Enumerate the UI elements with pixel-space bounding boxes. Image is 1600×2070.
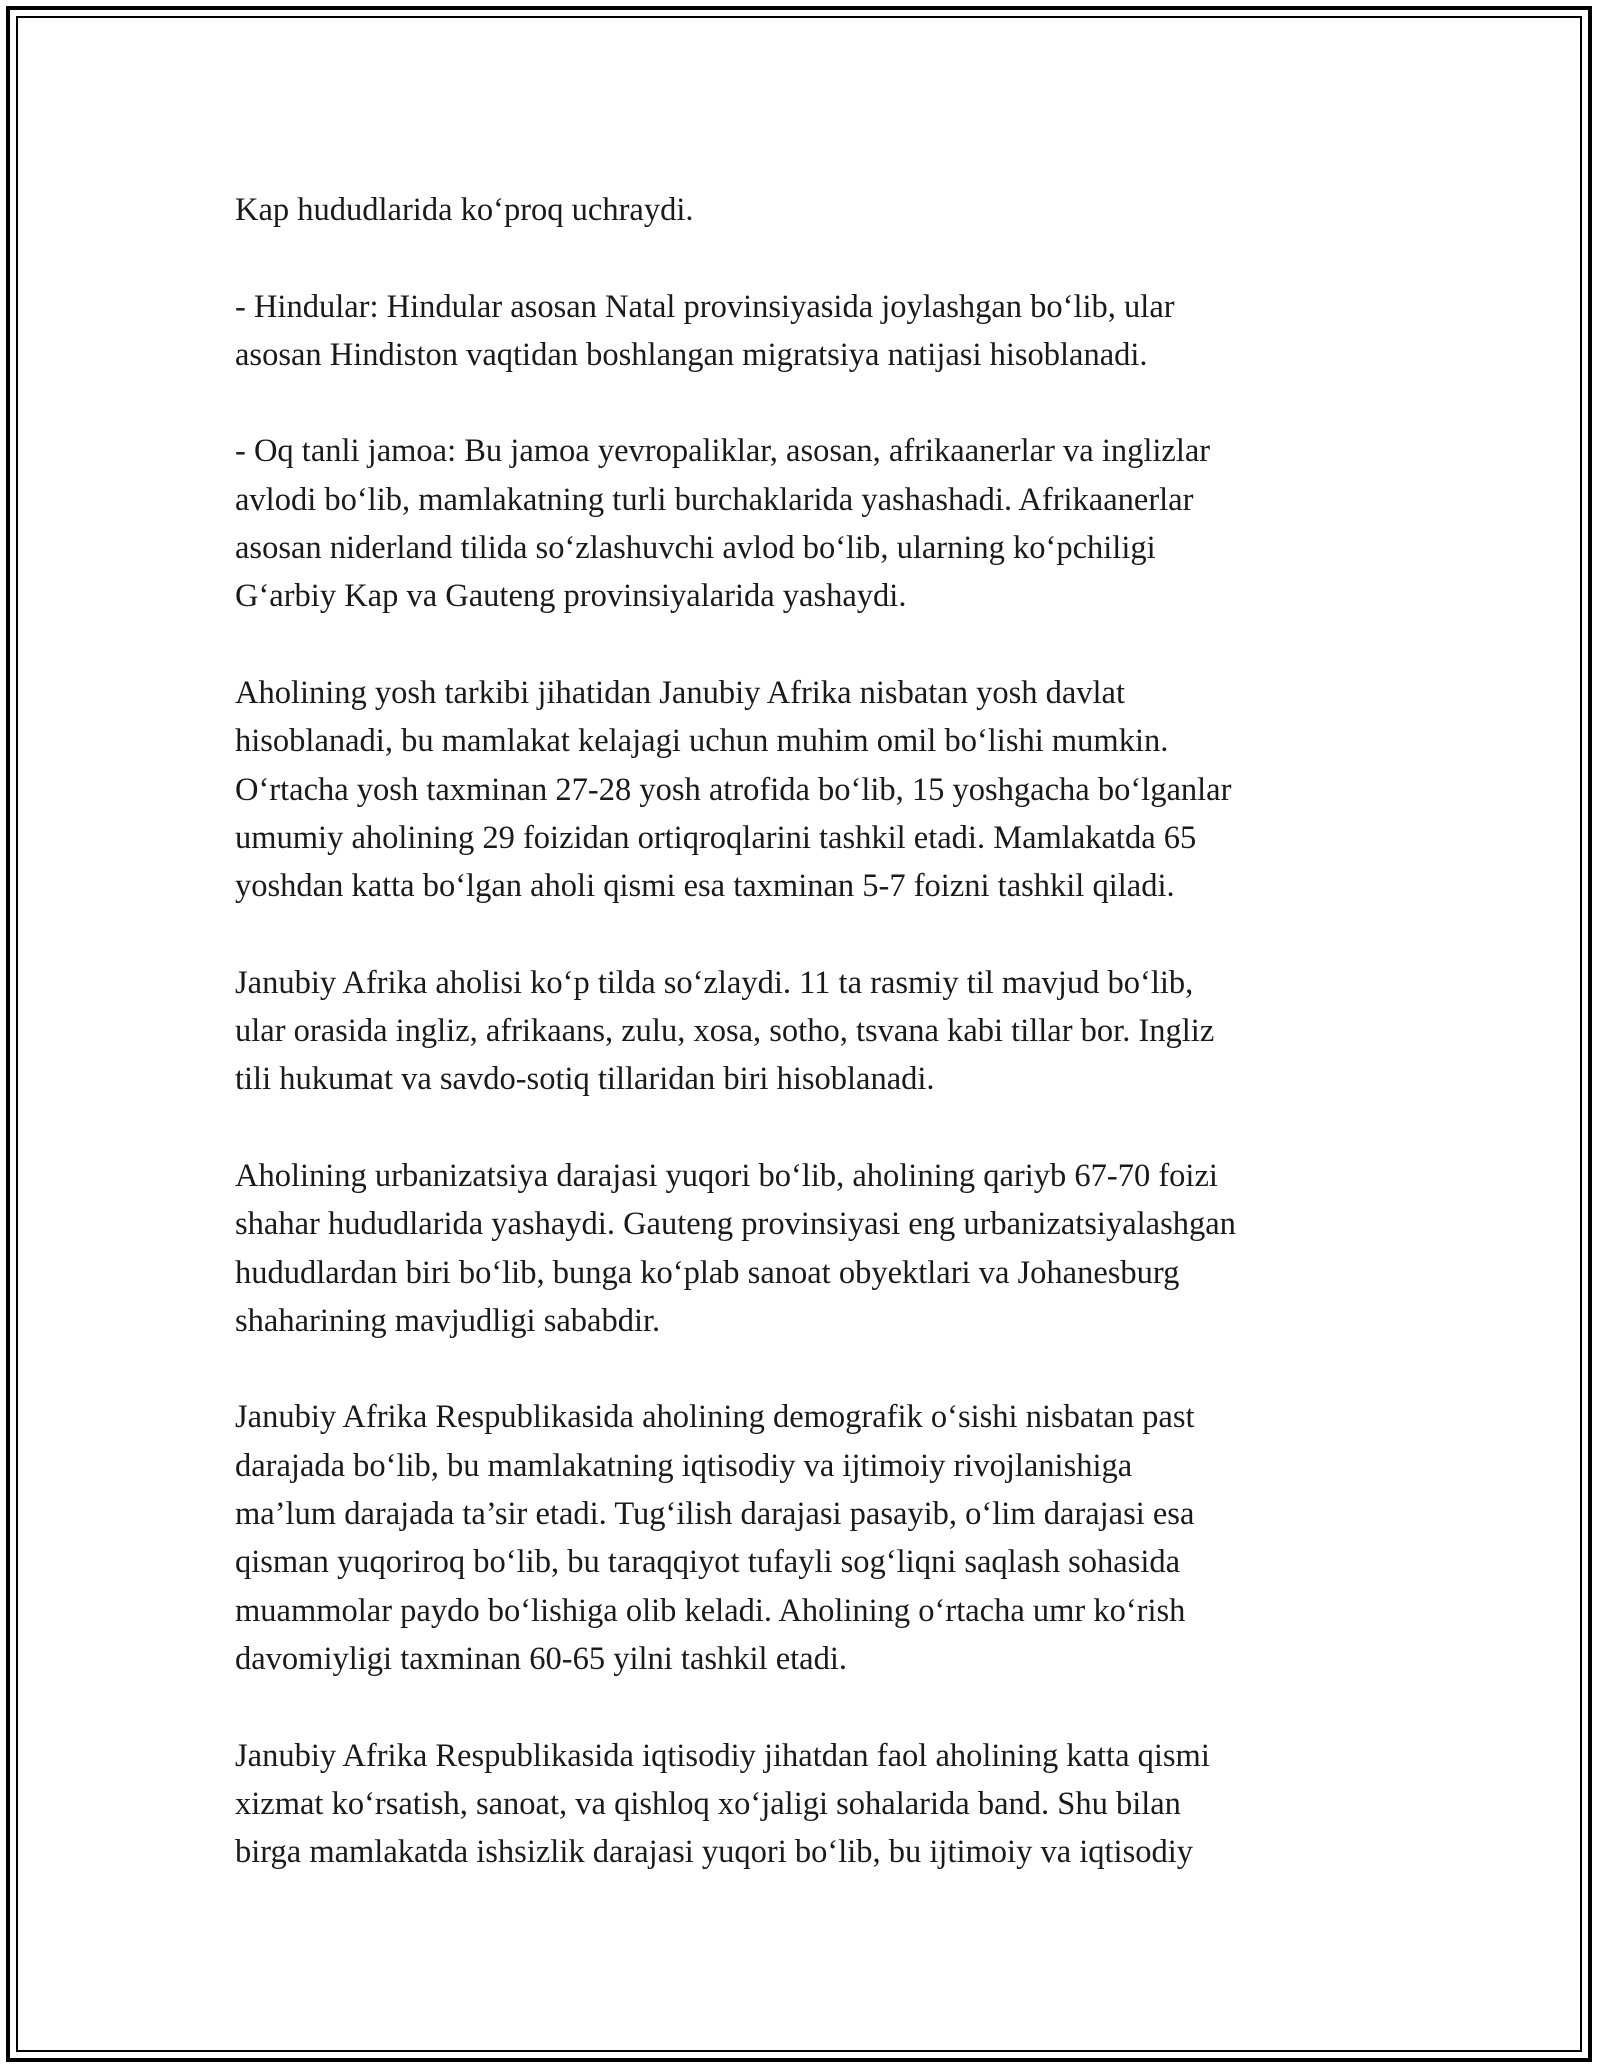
text-line: davomiyligi taxminan 60-65 yilni tashkil etadi. [235,1640,847,1677]
text-line: avlodi bo‘lib, mamlakatning turli burchaklarida yashashadi. Afrikaanerlar [235,481,1194,518]
text-line: ular orasida ingliz, afrikaans, zulu, xosa, sotho, tsvana kabi tillar bor. Ingliz [235,1013,1215,1050]
text-line: darajada bo‘lib, bu mamlakatning iqtisodiy va ijtimoiy rivojlanishiga [235,1447,1133,1484]
text-line: asosan Hindiston vaqtidan boshlangan migratsiya natijasi hisoblanadi. [235,336,1148,373]
text-line: shaharining mavjudligi sababdir. [235,1302,661,1339]
text-line: ma’lum darajada ta’sir etadi. Tug‘ilish darajasi pasayib, o‘lim darajasi esa [235,1496,1195,1533]
paragraph-1 [235,186,1400,234]
text-line: muammolar paydo bo‘lishiga olib keladi. Aholining o‘rtacha umr ko‘rish [235,1592,1186,1629]
text-line: Aholining urbanizatsiya darajasi yuqori bo‘lib, aholining qariyb 67-70 foizi [235,1157,1218,1194]
document-body [235,186,1400,1876]
text-line: tili hukumat va savdo-sotiq tillaridan biri hisoblanadi. [235,1061,935,1098]
text-line: hududlardan biri bo‘lib, bunga ko‘plab sanoat obyektlari va Johanesburg [235,1254,1180,1291]
paragraph-2 [235,283,1400,380]
text-line: G‘arbiy Kap va Gauteng provinsiyalarida yashaydi. [235,578,907,615]
text-line: O‘rtacha yosh taxminan 27-28 yosh atrofida bo‘lib, 15 yoshgacha bo‘lganlar [235,771,1232,808]
text-line: Janubiy Afrika Respublikasida iqtisodiy jihatdan faol aholining katta qismi [235,1737,1210,1774]
text-line: - Oq tanli jamoa: Bu jamoa yevropaliklar, asosan, afrikaanerlar va inglizlar [235,433,1211,470]
text-line: birga mamlakatda ishsizlik darajasi yuqori bo‘lib, bu ijtimoiy va iqtisodiy [235,1834,1194,1871]
text-line: Kap hududlarida ko‘proq uchraydi. [235,192,694,228]
paragraph-7 [235,1393,1400,1683]
paragraph-6 [235,1152,1400,1345]
text-line: umumiy aholining 29 foizidan ortiqroqlarini tashkil etadi. Mamlakatda 65 [235,819,1197,856]
paragraph-4 [235,669,1400,910]
text-line: qisman yuqoriroq bo‘lib, bu taraqqiyot tufayli sog‘liqni saqlash sohasida [235,1544,1181,1581]
text-line: yoshdan katta bo‘lgan aholi qismi esa taxminan 5-7 foizni tashkil qiladi. [235,868,1175,905]
text-line: Aholining yosh tarkibi jihatidan Janubiy Afrika nisbatan yosh davlat [235,674,1126,711]
text-line: shahar hududlarida yashaydi. Gauteng provinsiyasi eng urbanizatsiyalashgan [235,1206,1236,1243]
text-line: Janubiy Afrika Respublikasida aholining demografik o‘sishi nisbatan past [235,1399,1195,1436]
paragraph-8 [235,1732,1400,1877]
text-line: - Hindular: Hindular asosan Natal provinsiyasida joylashgan bo‘lib, ular [235,288,1175,325]
text-line: asosan niderland tilida so‘zlashuvchi avlod bo‘lib, ularning ko‘pchiligi [235,530,1156,567]
text-line: hisoblanadi, bu mamlakat kelajagi uchun muhim omil bo‘lishi mumkin. [235,723,1169,760]
paragraph-3 [235,427,1400,620]
paragraph-5 [235,959,1400,1104]
text-line: Janubiy Afrika aholisi ko‘p tilda so‘zlaydi. 11 ta rasmiy til mavjud bo‘lib, [235,964,1194,1001]
text-line: xizmat ko‘rsatish, sanoat, va qishloq xo‘jaligi sohalarida band. Shu bilan [235,1785,1181,1822]
